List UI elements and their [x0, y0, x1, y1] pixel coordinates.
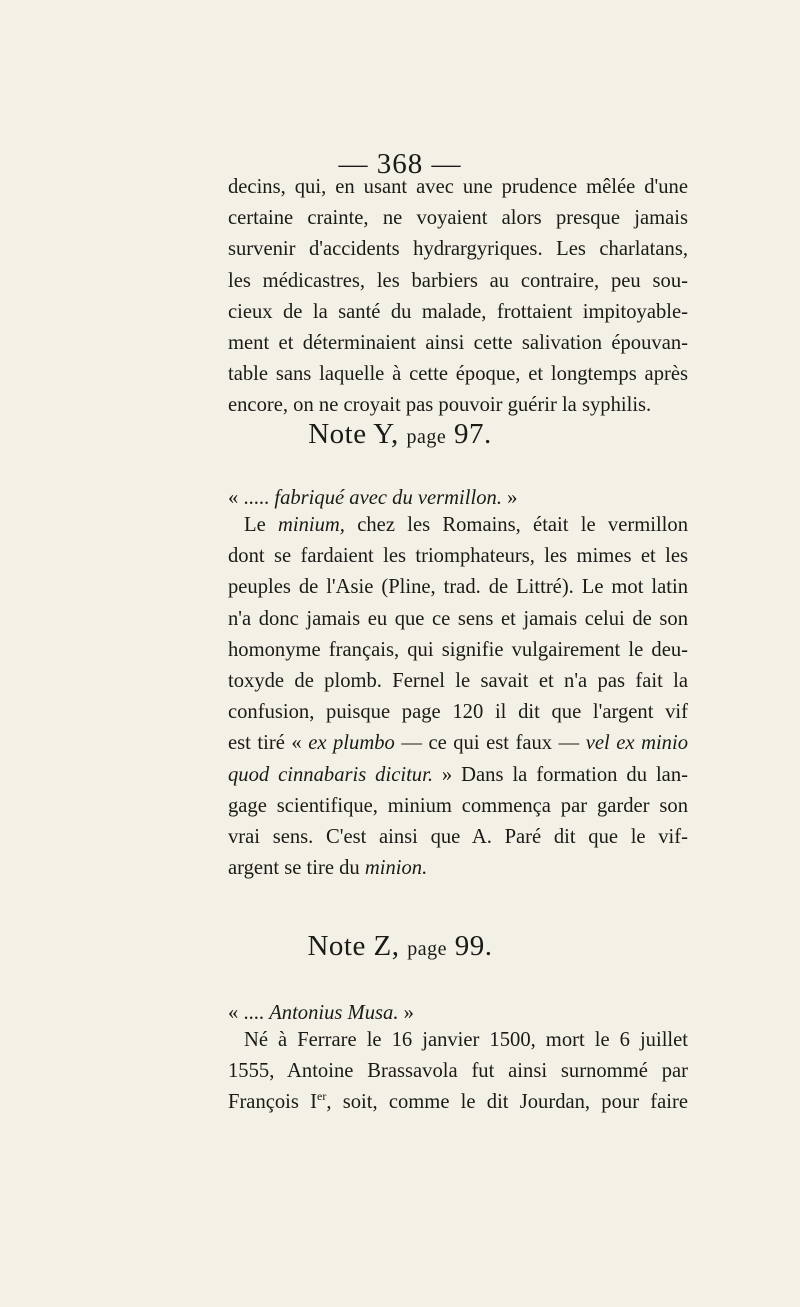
text-line: confusion, puisque page 120 il dit que l'argent vif: [228, 701, 688, 724]
text-line: François Ier, soit, comme le dit Jourdan, pour faire: [228, 1089, 688, 1114]
text-line: table sans laquelle à cette époque, et longtemps après: [228, 363, 688, 386]
text-line: cieux de la santé du malade, frottaient impitoyable-: [228, 300, 688, 323]
text-line: vrai sens. C'est ainsi que A. Paré dit que le vif-: [228, 825, 688, 848]
text-line: decins, qui, en usant avec une prudence mêlée d'une: [228, 176, 688, 198]
text-line: les médicastres, les barbiers au contraire, peu sou-: [228, 269, 688, 292]
note-y-heading: Note Y, page 97.: [308, 418, 492, 450]
note-z-heading: Note Z, page 99.: [307, 930, 493, 962]
text-line: peuples de l'Asie (Pline, trad. de Littré). Le mot latin: [228, 576, 688, 599]
text-line: toxyde de plomb. Fernel le savait et n'a pas fait la: [228, 669, 688, 692]
text-line: survenir d'accidents hydrargyriques. Les charlatans,: [228, 238, 688, 261]
text-line: quod cinnabaris dicitur. » Dans la formation du lan-: [228, 763, 688, 786]
text-line: 1555, Antoine Brassavola fut ainsi surnommé par: [228, 1060, 688, 1083]
note-z-paragraph: [228, 1025, 688, 1119]
text-line: certaine crainte, ne voyaient alors presque jamais: [228, 207, 688, 230]
continuation-paragraph: [228, 172, 688, 422]
text-line: Né à Ferrare le 16 janvier 1500, mort le 6 juillet: [244, 1029, 688, 1051]
text-line: Le minium, chez les Romains, était le vermillon: [244, 514, 688, 536]
text-line: est tiré « ex plumbo — ce qui est faux — vel ex minio: [228, 732, 688, 755]
text-line: gage scientifique, minium commença par garder son: [228, 794, 688, 817]
note-y-quote: « ..... fabriqué avec du vermillon. »: [228, 487, 518, 509]
text-line: homonyme français, qui signifie vulgairement le deu-: [228, 638, 688, 661]
text-line: dont se fardaient les triomphateurs, les mimes et les: [228, 545, 688, 568]
text-line: encore, on ne croyait pas pouvoir guérir la syphilis.: [228, 394, 652, 417]
text-line: n'a donc jamais eu que ce sens et jamais celui de son: [228, 607, 688, 630]
note-z-quote: « .... Antonius Musa. »: [228, 1002, 414, 1024]
text-line: ment et déterminaient ainsi cette salivation épouvan-: [228, 331, 688, 354]
text-line: argent se tire du minion.: [228, 857, 428, 880]
note-y-paragraph: [228, 510, 688, 884]
page-number: — 368 —: [338, 148, 462, 180]
